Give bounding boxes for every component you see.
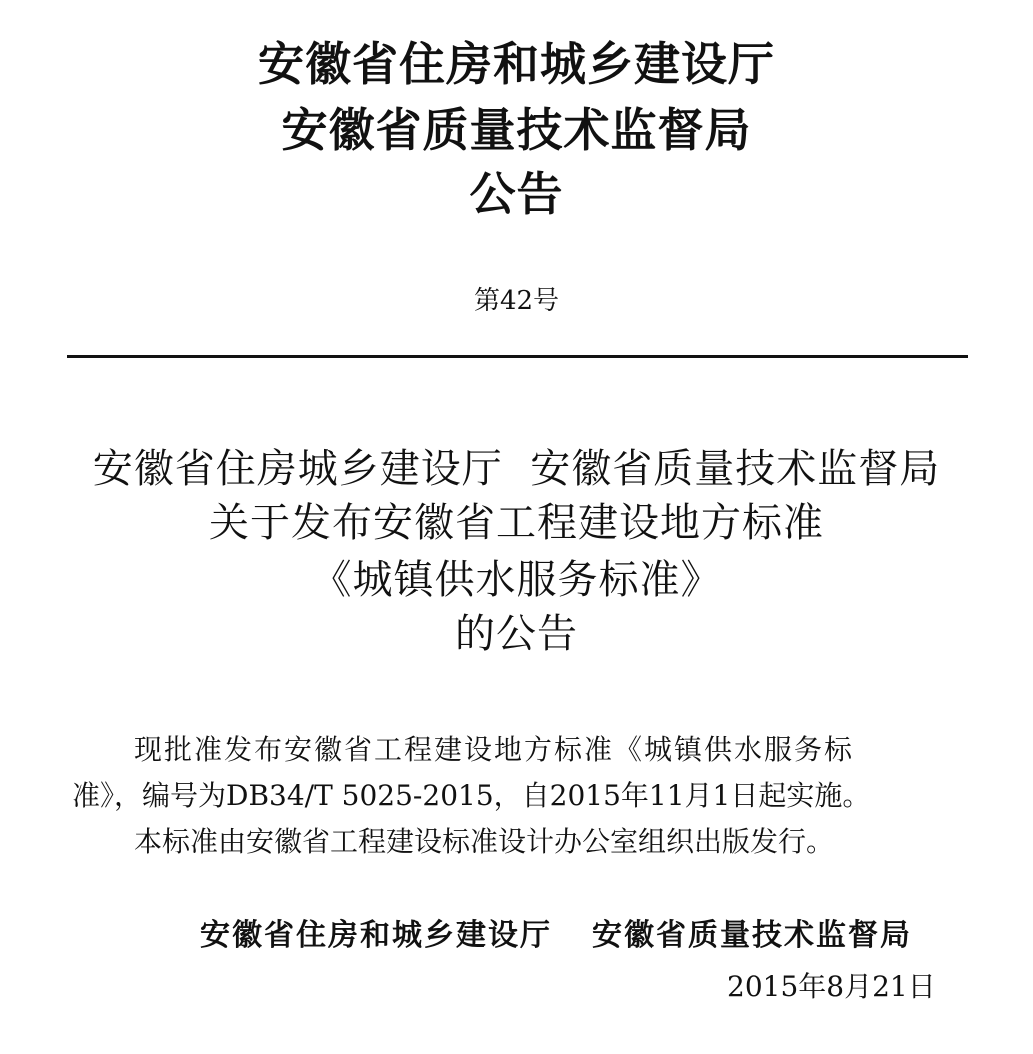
header-issuer-2: 安徽省质量技术监督局 — [281, 103, 752, 157]
header-issuer-1: 安徽省住房和城乡建设厅 — [258, 37, 775, 91]
body-paragraph-1-line-2: 准》，编号为DB34/T 5025-2015，自2015年11月1日起实施。 — [72, 779, 871, 812]
signature-block — [200, 916, 912, 956]
title-line-3: 《城镇供水服务标准》 — [311, 557, 722, 603]
body-paragraph-1-line-1: 现批准发布安徽省工程建设地方标准《城镇供水服务标 — [134, 733, 855, 766]
signature-issuer-1: 安徽省住房和城乡建设厅 — [200, 918, 552, 953]
title-line-1: 安徽省住房城乡建设厅 安徽省质量技术监督局 — [92, 446, 941, 492]
header-divider — [67, 355, 968, 358]
body-paragraph-2: 本标准由安徽省工程建设标准设计办公室组织出版发行。 — [134, 825, 835, 858]
header-announcement: 公告 — [469, 167, 564, 221]
title-line-2: 关于发布安徽省工程建设地方标准 — [209, 500, 824, 546]
document-number: 第42号 — [473, 286, 560, 316]
title-line-4: 的公告 — [455, 611, 578, 657]
issue-date: 2015年8月21日 — [727, 970, 936, 1003]
signature-issuer-2: 安徽省质量技术监督局 — [592, 918, 912, 953]
